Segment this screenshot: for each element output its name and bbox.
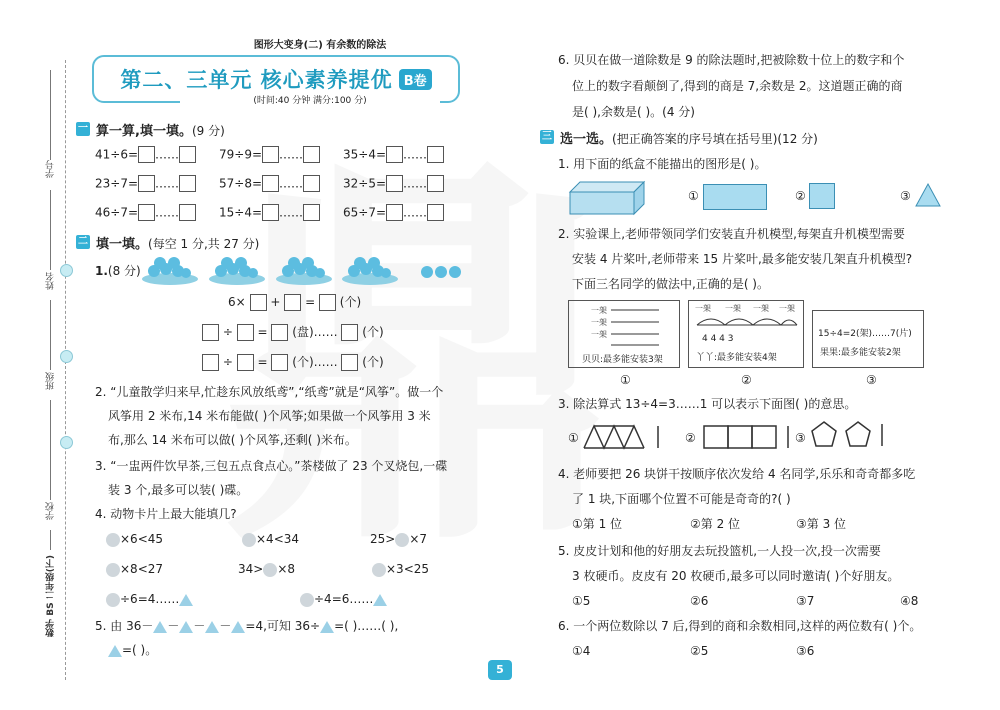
q5-text: －	[219, 619, 232, 633]
remainder-box[interactable]	[179, 175, 196, 192]
calc-expression: 23÷7=	[95, 176, 139, 191]
option-1[interactable]: ①4	[572, 644, 591, 658]
svg-text:一架: 一架	[779, 304, 795, 313]
name-label: 姓名	[46, 272, 56, 290]
question-2-line-2: 风筝用 2 米布,14 米布能做( )个风筝;如果做一个风筝用 3 米	[108, 409, 431, 423]
option-label: ①	[688, 189, 699, 203]
remainder-dots: ……	[279, 205, 304, 220]
figure-2-label: ②	[741, 373, 752, 387]
choice-4-line-1: 4. 老师要把 26 块饼干按顺序依次发给 4 名同学,乐乐和奇奇都多吃	[558, 467, 916, 481]
answer-box[interactable]	[341, 324, 358, 341]
question-1	[95, 263, 141, 279]
question-score: (8 分)	[107, 264, 141, 278]
question-6-line-1: 6. 贝贝在做一道除数是 9 的除法题时,把被除数十位上的数字和个	[558, 53, 905, 67]
choice-1: 1. 用下面的纸盒不能描出的图形是( )。	[558, 157, 767, 171]
q4-item	[300, 591, 387, 607]
plate-icon	[209, 257, 265, 285]
svg-text:一架: 一架	[591, 306, 607, 315]
eq-text: ÷	[222, 355, 233, 369]
class-label: 班级	[46, 372, 56, 390]
svg-text:一架: 一架	[725, 304, 741, 313]
calc-row	[95, 146, 467, 175]
sticks-figure-3	[808, 418, 888, 452]
q5-text: =( )。	[122, 643, 158, 657]
q5-text: =4,可知 36÷	[245, 619, 321, 633]
answer-box[interactable]	[271, 354, 288, 371]
section-tag: 二	[78, 236, 88, 247]
rectangle-shape	[703, 184, 767, 210]
equation-row-3	[202, 354, 384, 371]
choice-5-line-2: 3 枚硬币。皮皮有 20 枚硬币,最多可以同时邀请( )个好朋友。	[572, 569, 900, 583]
square-shape	[809, 183, 835, 209]
quotient-box[interactable]	[138, 175, 155, 192]
section-title: 选一选。	[560, 132, 613, 147]
loose-fruit-icon	[421, 266, 461, 278]
q5-text: －	[167, 619, 180, 633]
q4-item	[106, 591, 193, 607]
q4-item	[106, 561, 163, 577]
calc-item	[219, 204, 343, 221]
sticks-figure-1	[582, 422, 682, 452]
option-2[interactable]	[795, 188, 806, 204]
calc-expression: 15÷4=	[219, 205, 263, 220]
question-2-line-1: 2. “儿童散学归来早,忙趁东风放纸鸢”,“纸鸢”就是“风筝”。做一个	[95, 385, 444, 399]
remainder-dots: ……	[403, 147, 428, 162]
option-label: ③	[900, 189, 911, 203]
quotient-box[interactable]	[262, 175, 279, 192]
figure-1-caption: 贝贝:最多能安装3架	[582, 355, 663, 365]
eq-text: =	[257, 355, 268, 369]
figure-2-numbers: 4 4 4 3	[702, 334, 734, 344]
page-number: 5	[488, 660, 512, 680]
plate-icon	[142, 257, 198, 285]
remainder-dots: ……	[403, 176, 428, 191]
answer-box[interactable]	[284, 294, 301, 311]
animal-card-icon	[106, 533, 120, 547]
remainder-dots: ……	[155, 176, 180, 191]
q4-text: ×8	[277, 562, 296, 576]
triangle-icon	[108, 645, 122, 657]
option-3[interactable]: ③6	[796, 644, 815, 658]
calc-item	[343, 146, 467, 163]
quotient-box[interactable]	[386, 204, 403, 221]
animal-card-icon	[263, 563, 277, 577]
binding-line	[65, 60, 66, 680]
q4-text: ×6<45	[120, 532, 164, 546]
question-4: 4. 动物卡片上最大能填几?	[95, 507, 237, 521]
answer-box[interactable]	[237, 324, 254, 341]
calc-item	[95, 146, 219, 163]
triangle-icon	[179, 594, 193, 606]
question-6-line-2: 位上的数字看颠倒了,得到的商是 7,余数是 2。这道题正确的商	[572, 79, 903, 93]
triangle-icon	[179, 621, 193, 633]
question-3-line-2: 装 3 个,最多可以装( )碟。	[108, 483, 249, 497]
q4-text: ×8<27	[120, 562, 164, 576]
remainder-dots: ……	[155, 147, 180, 162]
remainder-box[interactable]	[179, 146, 196, 163]
q4-text: ÷6=4……	[120, 592, 180, 606]
calc-item	[343, 175, 467, 192]
remainder-dots: ……	[155, 205, 180, 220]
calc-item	[219, 175, 343, 192]
student-no-label: 学号	[46, 160, 56, 178]
figure-3-equation: 15÷4=2(架)……7(片)	[818, 329, 912, 339]
option-label: ②	[795, 189, 806, 203]
q4-item	[106, 531, 163, 547]
section-heading	[96, 233, 259, 252]
option-3[interactable]	[900, 188, 911, 204]
option-2[interactable]: ②第 2 位	[690, 517, 741, 531]
q4-text: ÷4=6……	[314, 592, 374, 606]
section-score: (每空 1 分,共 27 分)	[148, 237, 260, 251]
option-3[interactable]: ③第 3 位	[796, 517, 847, 531]
triangle-icon	[320, 621, 334, 633]
option-3[interactable]: ③7	[796, 594, 815, 608]
unit-subtitle: 图形大变身(二) 有余数的除法	[253, 40, 387, 51]
quotient-box[interactable]	[262, 204, 279, 221]
version-badge: B卷	[399, 69, 432, 90]
q5-text: －	[193, 619, 206, 633]
section-score: (把正确答案的序号填在括号里)(12 分)	[612, 132, 818, 146]
quotient-box[interactable]	[386, 175, 403, 192]
triangle-shape	[914, 182, 942, 208]
remainder-box[interactable]	[427, 204, 444, 221]
calc-expression: 65÷7=	[343, 205, 387, 220]
option-4[interactable]: ④8	[900, 594, 919, 608]
student-method-figure-3	[812, 310, 924, 368]
calc-expression: 57÷8=	[219, 176, 263, 191]
calc-item	[343, 204, 467, 221]
school-label: 学校	[46, 502, 56, 520]
figure-3-label: ③	[866, 373, 877, 387]
rule-line	[50, 300, 51, 370]
option-2[interactable]: ②5	[690, 644, 709, 658]
rule-line	[50, 400, 51, 500]
q4-text: ×7	[409, 532, 428, 546]
choice-3: 3. 除法算式 13÷4=3……1 可以表示下面图( )的意思。	[558, 397, 857, 411]
animal-card-icon	[300, 593, 314, 607]
time-score-info: (时间:40 分钟 满分:100 分)	[180, 93, 440, 106]
calc-grid	[95, 146, 467, 233]
option-1[interactable]: ①第 1 位	[572, 517, 623, 531]
remainder-dots: ……	[279, 176, 304, 191]
binding-hole	[60, 350, 73, 363]
q4-item	[242, 531, 299, 547]
option-1[interactable]: ①5	[572, 594, 591, 608]
svg-text:一架: 一架	[753, 304, 769, 313]
animal-card-icon	[106, 593, 120, 607]
eq-text: (个)	[362, 325, 384, 339]
triangle-icon	[231, 621, 245, 633]
answer-box[interactable]	[237, 354, 254, 371]
book-label: 数学 BS 二年级(下)	[46, 555, 56, 637]
animal-card-icon	[372, 563, 386, 577]
eq-text: ÷	[222, 325, 233, 339]
rule-line	[50, 70, 51, 160]
q4-text: ×3<25	[386, 562, 430, 576]
remainder-box[interactable]	[427, 146, 444, 163]
remainder-dots: ……	[403, 205, 428, 220]
answer-box[interactable]	[250, 294, 267, 311]
plate-icon	[276, 257, 332, 285]
calc-row	[95, 204, 467, 233]
q4-text: 34>	[238, 562, 264, 576]
figure-1-label: ①	[620, 373, 631, 387]
equation-row-2	[202, 324, 384, 341]
remainder-box[interactable]	[427, 175, 444, 192]
calc-item	[95, 204, 219, 221]
section-title: 算一算,填一填。	[96, 124, 192, 139]
rule-line	[50, 190, 51, 270]
quotient-box[interactable]	[386, 146, 403, 163]
q4-item	[370, 531, 427, 547]
choice-5-line-1: 5. 皮皮计划和他的好朋友去玩投篮机,一人投一次,投一次需要	[558, 544, 881, 558]
rule-line	[50, 530, 51, 550]
plate-icon	[342, 257, 398, 285]
triangle-icon	[373, 594, 387, 606]
calc-expression: 32÷5=	[343, 176, 387, 191]
section-tag: 一	[78, 123, 88, 134]
question-3-line-1: 3. “一盅两件饮早茶,三包五点食点心。”茶楼做了 23 个叉烧包,一碟	[95, 459, 448, 473]
choice-4-line-2: 了 1 块,下面哪个位置不可能是奇奇的?( )	[572, 492, 791, 506]
svg-text:一架: 一架	[591, 330, 607, 339]
q4-item	[238, 561, 295, 577]
eq-text: (个)	[362, 355, 384, 369]
calc-expression: 79÷9=	[219, 147, 263, 162]
triangle-icon	[153, 621, 167, 633]
remainder-box[interactable]	[303, 175, 320, 192]
section-tag: 三	[542, 131, 552, 142]
eq-text: (盘)……	[292, 325, 338, 339]
section-heading	[96, 120, 225, 139]
quotient-box[interactable]	[262, 146, 279, 163]
choice-2-line-1: 2. 实验课上,老师带领同学们安装直升机模型,每架直升机模型需要	[558, 227, 905, 241]
animal-card-icon	[242, 533, 256, 547]
question-number: 1.	[95, 264, 108, 278]
option-2[interactable]: ②6	[690, 594, 709, 608]
figure-3-caption: 果果:最多能安装2架	[820, 348, 901, 358]
calc-item	[95, 175, 219, 192]
remainder-box[interactable]	[303, 146, 320, 163]
answer-box[interactable]	[202, 354, 219, 371]
question-5-line-1	[95, 618, 398, 634]
q4-item	[372, 561, 429, 577]
calc-expression: 41÷6=	[95, 147, 139, 162]
calc-expression: 46÷7=	[95, 205, 139, 220]
quotient-box[interactable]	[138, 204, 155, 221]
calc-expression: 35÷4=	[343, 147, 387, 162]
fruit-plates-illustration	[140, 255, 480, 287]
answer-box[interactable]	[341, 354, 358, 371]
choice-2-line-3: 下面三名同学的做法中,正确的是( )。	[572, 277, 769, 291]
option-2[interactable]: ②	[685, 431, 696, 445]
paper-box-figure	[568, 180, 648, 216]
quotient-box[interactable]	[138, 146, 155, 163]
choice-2-line-2: 安装 4 片桨叶,老师带来 15 片桨叶,最多能安装几架直升机模型?	[572, 252, 913, 266]
answer-box[interactable]	[319, 294, 336, 311]
binding-hole	[60, 264, 73, 277]
eq-text: =	[257, 325, 268, 339]
triangle-icon	[205, 621, 219, 633]
calc-row	[95, 175, 467, 204]
eq-text: +	[270, 295, 281, 309]
page-title: 第二、三单元 核心素养提优	[120, 68, 393, 92]
svg-text:一架: 一架	[591, 318, 607, 327]
eq-text: 6×	[228, 295, 246, 309]
option-3[interactable]: ③	[795, 431, 806, 445]
remainder-dots: ……	[279, 147, 304, 162]
section-score: (9 分)	[191, 124, 225, 138]
equation-row-1	[228, 294, 361, 311]
question-6-line-3: 是( ),余数是( )。(4 分)	[572, 105, 695, 119]
q4-text: ×4<34	[256, 532, 300, 546]
animal-card-icon	[106, 563, 120, 577]
animal-card-icon	[395, 533, 409, 547]
svg-text:一架: 一架	[695, 304, 711, 313]
answer-box[interactable]	[271, 324, 288, 341]
binding-hole	[60, 436, 73, 449]
section-heading	[560, 128, 818, 147]
remainder-box[interactable]	[303, 204, 320, 221]
answer-box[interactable]	[202, 324, 219, 341]
eq-text: (个)……	[292, 355, 338, 369]
q5-text: =( )……( ),	[334, 619, 399, 633]
question-2-line-3: 布,那么 14 米布可以做( )个风筝,还剩( )米布。	[108, 433, 357, 447]
option-1[interactable]	[688, 188, 699, 204]
section-title: 填一填。	[96, 237, 149, 252]
figure-2-caption: 丫丫:最多能安装4架	[696, 353, 777, 363]
sticks-figure-2	[700, 422, 796, 452]
eq-text: (个)	[339, 295, 362, 309]
q5-text: 5. 由 36－	[95, 619, 154, 633]
eq-text: =	[305, 295, 316, 309]
question-5-line-2	[108, 642, 157, 658]
choice-6: 6. 一个两位数除以 7 后,得到的商和余数相同,这样的两位数有( )个。	[558, 619, 922, 633]
option-1[interactable]: ①	[568, 431, 579, 445]
calc-item	[219, 146, 343, 163]
q4-text: 25>	[370, 532, 396, 546]
remainder-box[interactable]	[179, 204, 196, 221]
